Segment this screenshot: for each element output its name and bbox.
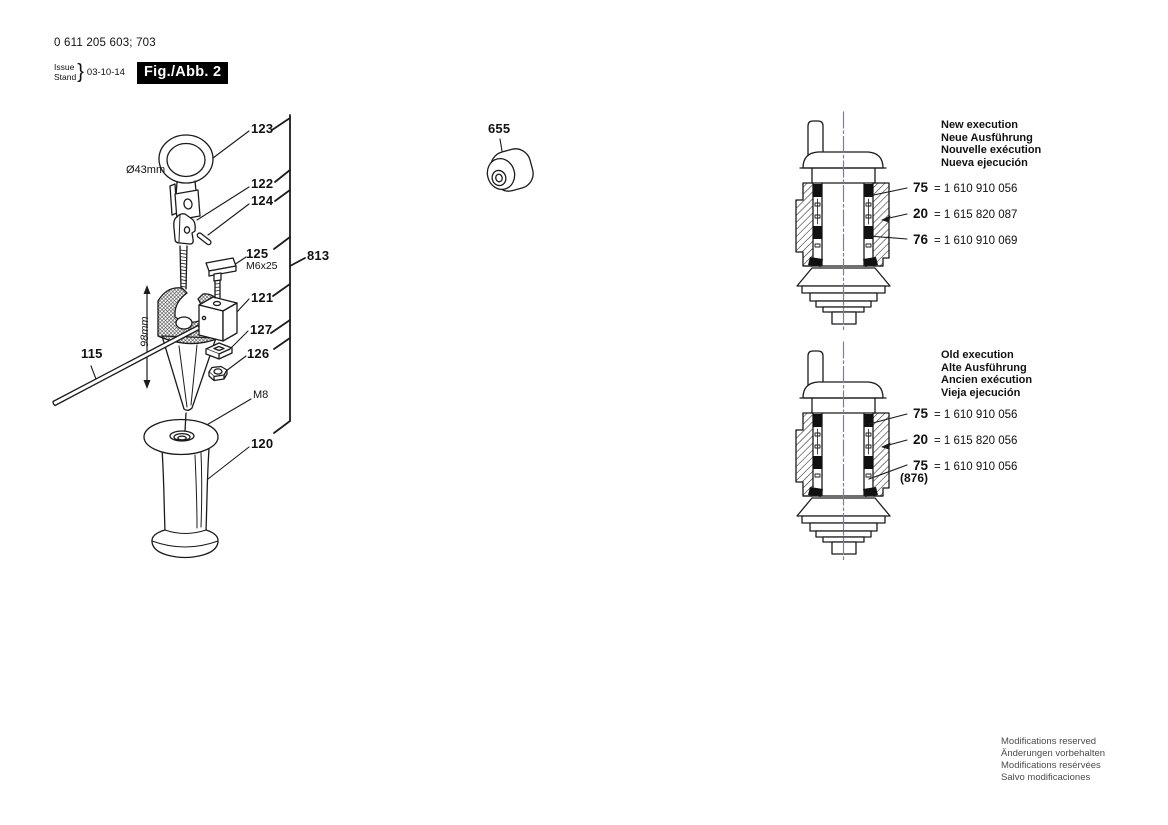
wing-screw-125: [206, 258, 236, 298]
thread-spec-m8: M8: [253, 389, 269, 401]
new-execution-line-en: New execution: [941, 119, 1019, 131]
part-row: [903, 232, 1017, 247]
part-row: [903, 432, 1017, 447]
issue-date: 03-10-14: [86, 67, 125, 78]
part-number: = 1 610 910 069: [934, 235, 1018, 247]
bracket-122: [174, 214, 195, 244]
part-note-876: (876): [900, 471, 929, 485]
part-number: = 1 615 820 087: [934, 209, 1018, 221]
issue-label: Issue: [54, 62, 75, 72]
dimension-ring-diameter: Ø43mm: [126, 164, 166, 176]
handle-disc: [144, 413, 218, 455]
new-execution-line-de: Neue Ausführung: [941, 131, 1033, 144]
issue-stand-block: [54, 61, 125, 84]
modifications-notice: [1001, 736, 1105, 784]
part-ref: 75: [912, 458, 928, 473]
spindle-section-old: [796, 342, 890, 560]
thread-spec-m6x25: M6x25: [246, 260, 278, 272]
modifications-line-es: Salvo modificaciones: [1001, 772, 1091, 783]
callout-122: 122: [251, 176, 274, 191]
callout-bracket-813: [271, 115, 305, 433]
wedge-body: [162, 336, 216, 410]
part-row: [903, 206, 1017, 221]
threaded-rod: [180, 246, 187, 289]
new-execution-line-es: Nueva ejecución: [941, 156, 1028, 169]
old-execution-line-de: Alte Ausführung: [941, 361, 1027, 374]
modifications-line-de: Änderungen vorbehalten: [1001, 748, 1106, 759]
clamp-block-121: [199, 297, 237, 341]
callout-124: 124: [251, 193, 274, 208]
part-ref: 20: [912, 432, 928, 447]
new-execution-line-fr: Nouvelle exécution: [941, 144, 1042, 156]
callout-125: 125: [246, 246, 269, 261]
part-number: = 1 610 910 056: [934, 409, 1018, 421]
old-execution-title: [941, 349, 1032, 399]
callout-120: 120: [251, 436, 274, 451]
old-execution-line-fr: Ancien exécution: [941, 374, 1033, 386]
part-row: [903, 406, 1017, 421]
part-number: = 1 610 910 056: [934, 461, 1018, 473]
callout-813: 813: [307, 248, 330, 263]
brace-glyph: }: [77, 61, 84, 83]
new-execution-title: [941, 119, 1041, 169]
callout-655: 655: [488, 121, 511, 136]
roller-655: [484, 146, 537, 195]
callout-127: 127: [250, 322, 273, 337]
part-ref: 76: [912, 232, 928, 247]
old-execution-line-en: Old execution: [941, 349, 1014, 361]
part-ref: 75: [912, 406, 928, 421]
part-row: [903, 180, 1017, 195]
document-number: 0 611 205 603; 703: [54, 37, 156, 49]
modifications-line-en: Modifications reserved: [1001, 736, 1097, 747]
part-ref: 20: [912, 206, 928, 221]
part-number: = 1 615 820 056: [934, 435, 1018, 447]
figure-label-box: Fig./Abb. 2: [137, 62, 228, 84]
handle-grip-120: [152, 449, 218, 558]
old-execution-line-es: Vieja ejecución: [941, 386, 1021, 399]
ring-clamp-123: [159, 135, 213, 220]
dimension-rod-length: 98mm: [139, 316, 151, 347]
modifications-line-fr: Modifications resérvées: [1001, 760, 1101, 771]
hex-nut-126: [209, 367, 227, 381]
part-number: = 1 610 910 056: [934, 183, 1018, 195]
spindle-section-new: [796, 112, 890, 330]
callout-121: 121: [251, 290, 274, 305]
part-ref: 75: [912, 180, 928, 195]
callout-126: 126: [247, 346, 270, 361]
stand-label: Stand: [54, 71, 77, 82]
callout-115: 115: [81, 346, 103, 361]
callout-123: 123: [251, 121, 274, 136]
